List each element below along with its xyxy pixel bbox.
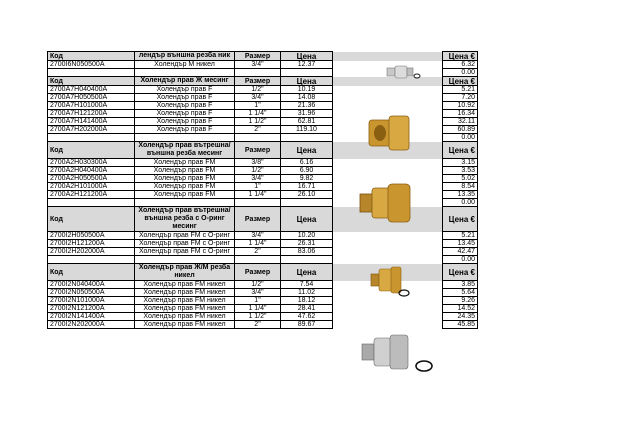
price-eur-header: Цена € [443,52,478,61]
product-size: 1/2" [235,281,281,289]
product-size: 3/4" [235,232,281,240]
size-header: Размер [235,264,281,281]
product-price-eur: 60.89 [443,126,478,134]
image-cell [333,232,443,240]
size-header: Размер [235,52,281,61]
product-size: 2" [235,248,281,256]
product-name: Холендър М никел [135,61,235,69]
table-row [48,110,478,118]
product-name: Холендър прав FM никел [135,305,235,313]
image-cell [333,313,443,321]
product-price-eur: 8.54 [443,183,478,191]
product-price-eur: 5.64 [443,289,478,297]
table-row [48,248,478,256]
product-size: 3/8" [235,159,281,167]
product-name: Холендър прав F [135,94,235,102]
product-price-eur: 14.52 [443,305,478,313]
product-code: 2700I2H050500A [48,232,135,240]
table-row [48,118,478,126]
product-size: 1" [235,183,281,191]
product-size: 2" [235,321,281,329]
product-size: 1 1/4" [235,110,281,118]
product-price: 12.37 [281,61,333,69]
code-header: Код [48,77,135,86]
section-header-row [48,264,478,281]
product-code: 2700I2N040400A [48,281,135,289]
section-title: Холендър прав вътрешна/външна резба с О-ринг месинг [135,207,235,232]
table-row [48,232,478,240]
product-price-eur: 6.32 [443,61,478,69]
empty-cell [48,256,135,264]
product-code: 2700I2N050500A [48,289,135,297]
product-code: 2700A2H050500A [48,175,135,183]
product-name: Холендър прав FM никел [135,281,235,289]
product-code: 2700I2H121200A [48,240,135,248]
table-row [48,94,478,102]
image-cell [333,94,443,102]
product-name: Холендър прав F [135,126,235,134]
product-code: 2700A7H202000A [48,126,135,134]
product-code: 2700A2H030300A [48,159,135,167]
product-price: 7.54 [281,281,333,289]
table-row [48,305,478,313]
empty-cell [135,256,235,264]
image-cell [333,321,443,329]
empty-cell [48,134,135,142]
product-code: 2700A2H101000A [48,183,135,191]
product-code: 2700A7H141400A [48,118,135,126]
section-total: 0.00 [443,199,478,207]
empty-cell [235,134,281,142]
section-total-row [48,256,478,264]
product-name: Холендър прав FM с О-ринг [135,232,235,240]
empty-cell [135,69,235,77]
image-cell [333,256,443,264]
empty-cell [235,256,281,264]
product-price-eur: 32.11 [443,118,478,126]
empty-cell [235,69,281,77]
product-size: 3/4" [235,175,281,183]
empty-cell [235,199,281,207]
table-row [48,167,478,175]
product-size: 1" [235,297,281,305]
product-code: 2700A2H121200A [48,191,135,199]
table-row [48,313,478,321]
product-price: 28.41 [281,305,333,313]
product-price: 31.96 [281,110,333,118]
section-total: 0.00 [443,69,478,77]
price-header: Цена [281,207,333,232]
price-header: Цена [281,77,333,86]
empty-cell [281,69,333,77]
product-code: 2700A2H040400A [48,167,135,175]
product-name: Холендър прав FM никел [135,297,235,305]
product-size: 1/2" [235,86,281,94]
size-header: Размер [235,77,281,86]
table-row [48,240,478,248]
product-price: 10.19 [281,86,333,94]
image-cell [333,102,443,110]
product-size: 3/4" [235,61,281,69]
price-eur-header: Цена € [443,77,478,86]
product-size: 3/4" [235,289,281,297]
product-price: 47.62 [281,313,333,321]
size-header: Размер [235,142,281,159]
product-price-eur: 5.21 [443,86,478,94]
section-title: Холендър прав вътрешна/външна резба месинг [135,142,235,159]
product-size: 1/2" [235,167,281,175]
image-cell [333,52,443,61]
product-code: 2700A7H121200A [48,110,135,118]
brass-fm-union-image [358,180,414,228]
product-price: 14.08 [281,94,333,102]
product-price: 6.16 [281,159,333,167]
product-name: Холендър прав FM с О-ринг [135,248,235,256]
product-code: 2700I2N202000A [48,321,135,329]
product-price: 9.82 [281,175,333,183]
table-row [48,102,478,110]
product-code: 2700A7H050500A [48,94,135,102]
product-name: Холендър прав FM никел [135,321,235,329]
price-eur-header: Цена € [443,207,478,232]
empty-cell [135,134,235,142]
brass-oring-union-image [367,264,413,300]
product-price-eur: 10.92 [443,102,478,110]
product-price: 21.36 [281,102,333,110]
product-name: Холендър прав FM с О-ринг [135,240,235,248]
empty-cell [48,199,135,207]
code-header: Код [48,264,135,281]
product-code: 2700I2N101000A [48,297,135,305]
table-row [48,86,478,94]
price-eur-header: Цена € [443,264,478,281]
image-cell [333,305,443,313]
product-size: 1 1/2" [235,313,281,321]
product-price-eur: 13.45 [443,240,478,248]
product-price-eur: 24.35 [443,313,478,321]
product-price: 83.06 [281,248,333,256]
product-code: 2700I6N050500A [48,61,135,69]
empty-cell [135,199,235,207]
price-eur-header: Цена € [443,142,478,159]
brass-female-union-image [365,112,413,154]
product-name: Холендър прав FM [135,175,235,183]
section-title: Холендър прав Ж месинг [135,77,235,86]
product-price-eur: 3.85 [443,281,478,289]
product-price: 10.20 [281,232,333,240]
product-price: 6.90 [281,167,333,175]
product-name: Холендър прав F [135,102,235,110]
product-price-eur: 5.02 [443,175,478,183]
nickel-union-small-image [385,63,421,81]
product-size: 1 1/4" [235,191,281,199]
price-header: Цена [281,52,333,61]
product-name: Холендър прав FM никел [135,289,235,297]
product-price: 89.67 [281,321,333,329]
product-price: 16.71 [281,183,333,191]
section-total: 0.00 [443,134,478,142]
table-row [48,297,478,305]
product-name: Холендър прав FM [135,167,235,175]
image-cell [333,86,443,94]
product-price-eur: 3.53 [443,167,478,175]
section-title: Холендър прав Ж/М резба никел [135,264,235,281]
code-header: Код [48,207,135,232]
product-price: 18.12 [281,297,333,305]
product-size: 1 1/4" [235,240,281,248]
product-size: 1 1/2" [235,118,281,126]
section-header-row [48,142,478,159]
product-name: Холендър прав F [135,110,235,118]
product-price: 26.31 [281,240,333,248]
product-price: 11.02 [281,289,333,297]
empty-cell [281,256,333,264]
table-row [48,289,478,297]
product-price-eur: 16.34 [443,110,478,118]
empty-cell [48,69,135,77]
product-price-eur: 42.47 [443,248,478,256]
table-row [48,321,478,329]
product-price: 26.10 [281,191,333,199]
section-total-row [48,134,478,142]
image-cell [333,167,443,175]
table-row [48,281,478,289]
product-price-eur: 45.85 [443,321,478,329]
image-cell [333,248,443,256]
product-code: 2700I2N141400A [48,313,135,321]
product-price-eur: 3.15 [443,159,478,167]
section-total: 0.00 [443,256,478,264]
product-name: Холендър прав FM [135,191,235,199]
price-header: Цена [281,264,333,281]
product-name: Холендър прав FM никел [135,313,235,321]
table-row [48,159,478,167]
product-price-eur: 9.26 [443,297,478,305]
product-name: Холендър прав FM [135,183,235,191]
product-code: 2700A7H040400A [48,86,135,94]
product-name: Холендър прав F [135,86,235,94]
section-header-row [48,52,478,61]
image-cell [333,240,443,248]
product-code: 2700A7H101000A [48,102,135,110]
product-price-eur: 13.35 [443,191,478,199]
product-size: 1" [235,102,281,110]
product-size: 3/4" [235,94,281,102]
price-header: Цена [281,142,333,159]
empty-cell [281,134,333,142]
product-code: 2700I2H202000A [48,248,135,256]
product-name: Холендър прав F [135,118,235,126]
image-cell [333,159,443,167]
code-header: Код [48,52,135,61]
table-row [48,126,478,134]
nickel-fm-union-image [360,330,436,376]
product-size: 2" [235,126,281,134]
code-header: Код [48,142,135,159]
product-price-eur: 5.21 [443,232,478,240]
product-price-eur: 7.20 [443,94,478,102]
product-size: 1 1/4" [235,305,281,313]
product-code: 2700I2N121200A [48,305,135,313]
size-header: Размер [235,207,281,232]
product-name: Холендър прав FM [135,159,235,167]
product-price: 62.81 [281,118,333,126]
section-title: лендър външна резба ник [135,52,235,61]
product-price: 119.10 [281,126,333,134]
empty-cell [281,199,333,207]
